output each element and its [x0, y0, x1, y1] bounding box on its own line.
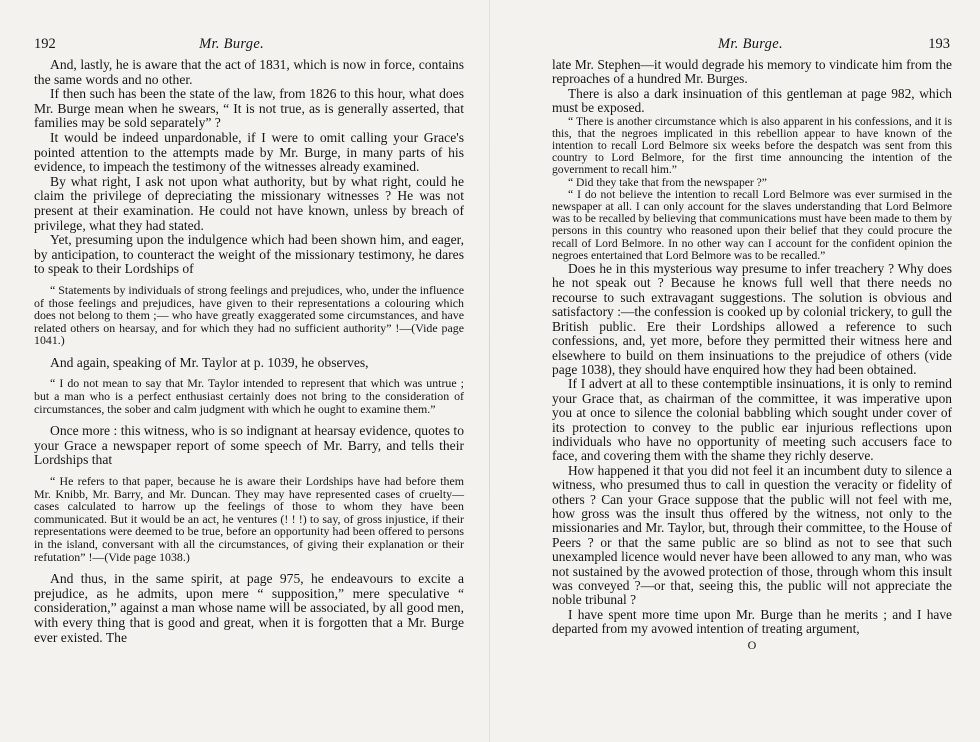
block-quote: “ He refers to that paper, because he is aware their Lordships have had before them Mr. Knibb, Mr. Barry, and Mr. Duncan. They may have represented cases of cruelty—cases calculated to harrow up the feelings of those to whom they have been communicated. But it would be an act, he ventures (! ! !) to say, of gross injustice, if their representations were deemed to be true, before an opportunity had been offered to persons in the island, conversant with all the circumstances, of giving their explanation or their refutation” !—(Vide page 1038.) — [34, 474, 464, 564]
paragraph: Once more : this witness, who is so indignant at hearsay evidence, quotes to your Grace a newspaper report of some speech of Mr. Barry, and tells their Lordships that — [34, 423, 464, 468]
right-page — [490, 0, 980, 742]
block-quote: “ Statements by individuals of strong feelings and prejudices, who, under the influence of those feelings and prejudices, have given to their representations a colouring which does not belong to them ;— who have greatly exaggerated some circumstances, and have related others on hearsay, and for which they had no sufficient authority” !—(Vide page 1041.) — [34, 282, 464, 348]
paragraph: There is also a dark insinuation of this gentleman at page 982, which must be exposed. — [552, 85, 952, 116]
signature-mark: O — [747, 637, 757, 652]
paragraph: And, lastly, he is aware that the act of 1831, which is now in force, contains the same words and no other. — [34, 57, 464, 87]
paragraph: Does he in this mysterious way presume to infer treachery ? Why does he not speak out ? Because he knows full well that there needs no recourse to such extravagant suggestions. The solution is obvious and satisfactory :—the confession is cooked up by colonial trickery, to gull the British public. Ere their Lordships allowed a reference to such confessions, and, yet more, before they permitted their witness here and elsewhere to build on them insinuations to the prejudice of others (vide page 1038), they should have enquired how they had been obtained. — [552, 261, 952, 377]
paragraph: I have spent more time upon Mr. Burge than he merits ; and I have departed from my avowed intention of treating argument, — [552, 606, 952, 637]
paragraph: Yet, presuming upon the indulgence which had been shown him, and eager, by anticipation, to counteract the weight of the missionary testimony, he dares to speak to their Lordships of — [34, 232, 464, 277]
running-head: Mr. Burge. — [718, 36, 783, 52]
block-quote: “ I do not mean to say that Mr. Taylor intended to represent that which was untrue ; but a man who is a perfect enthusiast certainly does not bring to the consideration of circumstances, the sober and calm judgment with which he ought to examine them.” — [34, 376, 464, 416]
left-page-header — [34, 36, 464, 56]
block-quote: “ There is another circumstance which is also apparent in his confessions, and it is this, that the negroes implicated in this rebellion appear to have known of the intention to recall Lord Belmore six weeks before the despatch was sent from this country to Lord Belmore, for the first time announcing the intention of the government to recall him.” — [552, 114, 952, 177]
paragraph: late Mr. Stephen—it would degrade his memory to vindicate him from the reproaches of a hundred Mr. Burges. — [552, 57, 952, 87]
running-head: Mr. Burge. — [199, 36, 264, 52]
paragraph: And again, speaking of Mr. Taylor at p. 1039, he observes, — [50, 354, 369, 370]
right-page-header — [552, 36, 952, 56]
left-page-body — [34, 58, 464, 645]
paragraph: How happened it that you did not feel it an incumbent duty to silence a witness, who presumed thus to call in question the veracity or fidelity of others ? Can your Grace suppose that the public will not feel with me, how gross was the insult thus offered by the witness, not only to the missionaries and Mr. Taylor, but, through their committee, to the House of Peers ? or that the same public are so blind as not to see that such unexampled licence would never have been allowed to any man, who was not sustained by the avowed protection of those, through whom this insult was conveyed ?—or that, seeing this, the public will not appreciate the noble tribunal ? — [552, 462, 952, 608]
block-quote: “ I do not believe the intention to recall Lord Belmore was ever surmised in the newspaper at all. I can only account for the slaves understanding that Lord Belmore was to be recalled by believing that communications must have been made to them by persons in this country who reasoned upon their belief that they could procure the recall of Lord Belmore. In no other way can I account for the confident opinion the negroes entertained that Lord Belmore was to be recalled.” — [552, 187, 952, 262]
paragraph: And thus, in the same spirit, at page 975, he endeavours to excite a prejudice, as he admits, upon mere “ supposition,” mere speculative “ consideration,” against a man whose name will be associated, by all good men, with every thing that is good and great, when it is forgotten that a Mr. Burge ever existed. The — [34, 571, 464, 645]
page-number: 193 — [928, 36, 950, 52]
block-quote: “ Did they take that from the newspaper ?” — [568, 175, 767, 189]
paragraph: It would be indeed unpardonable, if I were to omit calling your Grace's pointed attention to the attempts made by Mr. Burge, in many parts of his evidence, to impeach the testimony of the witnesses already examined. — [34, 129, 464, 175]
right-page-body — [552, 58, 952, 653]
page-number: 192 — [34, 36, 56, 52]
paragraph: By what right, I ask not upon what authority, but by what right, could he claim the privilege of depreciating the missionary witnesses ? He was not present at their examination. He could not have known, unless by breach of privilege, what they had stated. — [34, 173, 464, 233]
paragraph: If then such has been the state of the law, from 1826 to this hour, what does Mr. Burge mean when he swears, “ It is not true, as is generally asserted, that families may be sold separately” ? — [34, 86, 464, 131]
paragraph: If I advert at all to these contemptible insinuations, it is only to remind your Grace that, as chairman of the committee, it was imperative upon you at once to silence the colonial babbling which sought under cover of its protection to convey to the public ear injurious reflections upon individuals who have no opportunity of meeting such accusers face to face, and covering them with the shame they richly deserve. — [552, 376, 952, 464]
